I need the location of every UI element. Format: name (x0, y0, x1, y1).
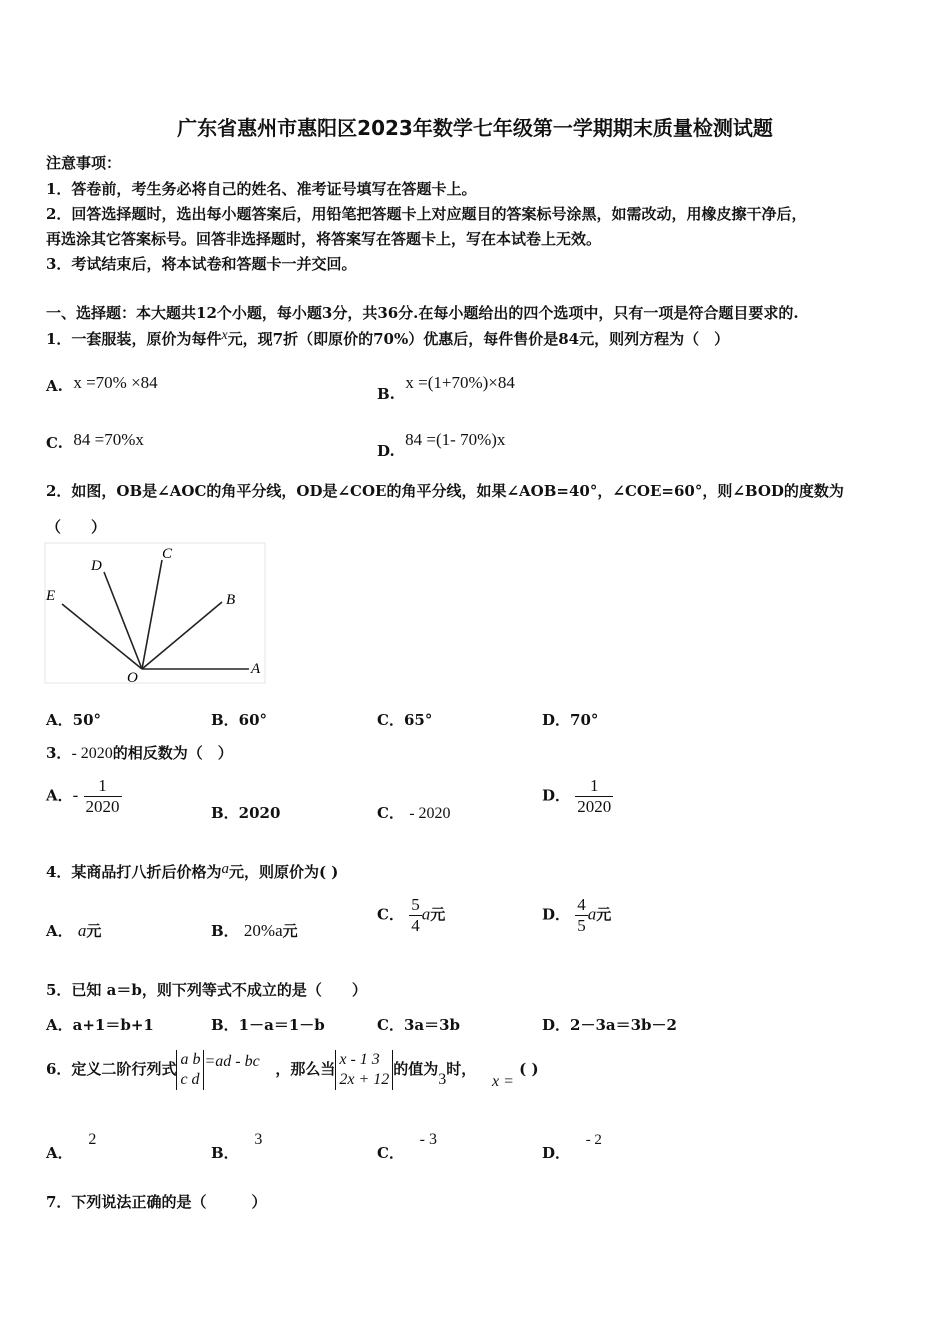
ray-oc (142, 560, 162, 669)
label-o: O (127, 670, 138, 684)
question-3: 3．- 2020的相反数为（ ） (46, 744, 233, 762)
q3-option-a[interactable]: A．- $\frac{1}{2020}$ (46, 776, 120, 816)
q1-option-d[interactable]: D. 84 =(1- 70%)x (377, 430, 506, 460)
q1-option-b[interactable]: B. x =(1+70%)×84 (377, 373, 515, 403)
q5-option-d[interactable]: D．2－3a＝3b－2 (542, 1016, 677, 1034)
label-a: A (251, 661, 261, 677)
notice-item-3: 3．考试结束后，将本试卷和答题卡一并交回。 (46, 255, 357, 273)
ray-ob (142, 602, 222, 669)
question-4: 4．某商品打八折后价格为a元，则原价为( ) (46, 861, 339, 881)
q4-option-b[interactable]: B． 20%a元 (211, 921, 298, 940)
q5-option-a[interactable]: A．a+1＝b+1 (46, 1016, 154, 1034)
notice-heading: 注意事项： (46, 154, 122, 172)
question-7: 7．下列说法正确的是（ ） (46, 1193, 267, 1211)
q5-option-b[interactable]: B．1－a＝1－b (211, 1016, 325, 1034)
q1-option-c[interactable]: C. 84 =70%x (46, 430, 144, 452)
q2-option-a[interactable]: A．50° (46, 711, 102, 729)
q6-option-a[interactable]: A． 2 (46, 1131, 97, 1162)
angle-figure (44, 542, 266, 684)
q3-option-c[interactable]: C． - 2020 (377, 804, 451, 822)
q5-option-c[interactable]: C．3a＝3b (377, 1016, 461, 1034)
notice-item-1: 1．答卷前，考生务必将自己的姓名、准考证号填写在答题卡上。 (46, 180, 477, 198)
determinant-x: x - 1 3 2x + 12 (335, 1050, 393, 1090)
label-d: D (91, 558, 102, 574)
question-6: 6．定义二阶行列式 a b c d =ad - bc ，那么当 x - 1 3 2x + 12 的值为3时， x = ( ) (46, 1051, 539, 1090)
q1-option-a[interactable]: A. x =70% ×84 (46, 373, 158, 395)
notice-item-2b: 再选涂其它答案标号。回答非选择题时，将答案写在答题卡上，写在本试卷上无效。 (46, 230, 602, 248)
q2-option-c[interactable]: C．65° (377, 711, 433, 729)
label-b: B (226, 592, 236, 608)
q4-option-c[interactable]: C． $\frac{5}{4}$ a元 (377, 895, 446, 935)
notice-item-2a: 2．回答选择题时，选出每小题答案后，用铅笔把答题卡上对应题目的答案标号涂黑，如需改动，用橡皮擦干净后， (46, 205, 807, 223)
question-2-paren: （ ） (46, 518, 107, 536)
label-c: C (162, 546, 173, 562)
q4-option-a[interactable]: A． a元 (46, 921, 102, 940)
question-2: 2．如图，OB是∠AOC的角平分线，OD是∠COE的角平分线，如果∠AOB=40°，∠COE=60°，则∠BOD的度数为 (46, 482, 844, 500)
determinant-definition: a b c d (176, 1050, 204, 1090)
label-e: E (46, 588, 56, 604)
q6-option-d[interactable]: D． - 2 (542, 1132, 602, 1162)
q6-option-c[interactable]: C． - 3 (377, 1131, 437, 1162)
q4-option-d[interactable]: D． $\frac{4}{5}$ a元 (542, 895, 612, 935)
q3-option-d[interactable]: D． $\frac{1}{2020}$ (542, 776, 612, 816)
q2-option-b[interactable]: B．60° (211, 711, 268, 729)
question-5: 5．已知 a＝b，则下列等式不成立的是（ ） (46, 981, 367, 999)
question-1: 1．一套服装，原价为每件x元，现7折（即原价的70%）优惠后，每件售价是84元，则列方程为（ ） (46, 328, 730, 348)
page-title: 广东省惠州市惠阳区2023年数学七年级第一学期期末质量检测试题 (177, 116, 773, 140)
q2-option-d[interactable]: D．70° (542, 711, 599, 729)
figure-border (45, 543, 265, 683)
section-heading: 一、选择题：本大题共12个小题，每小题3分，共36分.在每小题给出的四个选项中，只有一项是符合题目要求的. (46, 304, 799, 322)
q3-option-b[interactable]: B．2020 (211, 804, 281, 822)
q6-option-b[interactable]: B． 3 (211, 1131, 263, 1162)
